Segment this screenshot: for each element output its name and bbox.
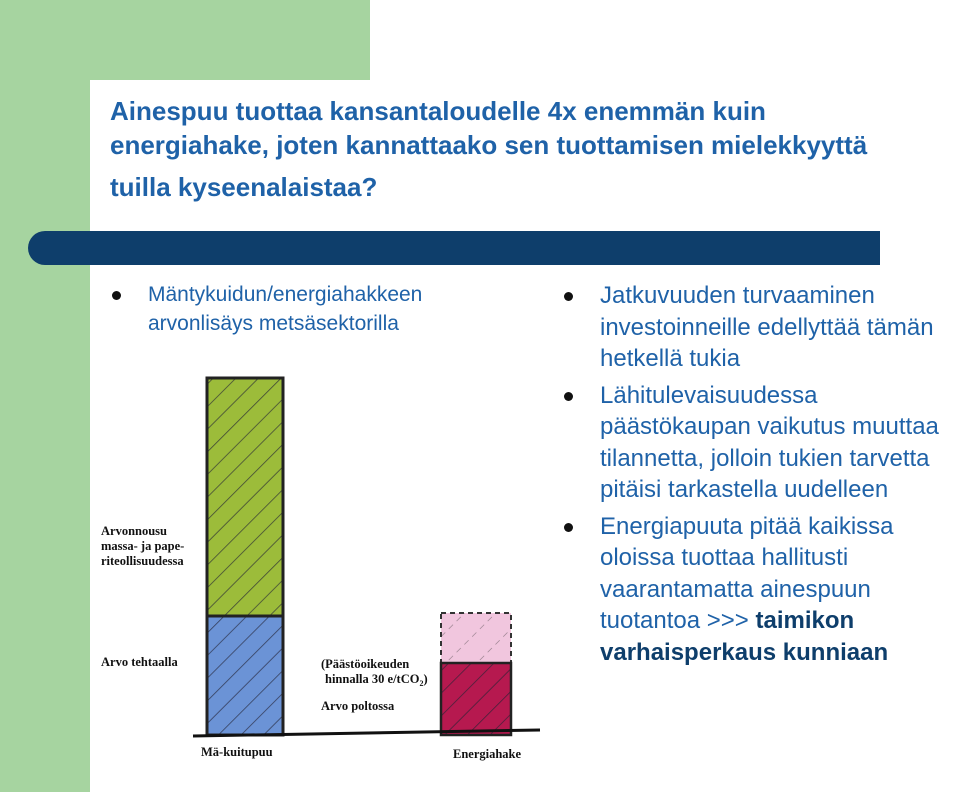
slide-title	[110, 94, 960, 204]
label-energiahake: Energiahake	[453, 747, 522, 761]
label-arvo-poltossa: Arvo poltossa	[321, 699, 395, 713]
list-item	[560, 380, 960, 506]
list-item-text-3: Energiapuuta pitää kaikissa oloissa tuottaa hallitusti vaarantamatta ainespuun tuotantoa >>>	[600, 512, 894, 634]
label-arvo-tehtaalla: Arvo tehtaalla	[101, 655, 178, 669]
label-paasto-close: )	[423, 672, 428, 686]
header-divider-bar	[28, 231, 880, 265]
bullet-dot-icon	[564, 392, 573, 401]
bullet-dot-icon	[564, 523, 573, 532]
label-paasto-2	[325, 672, 428, 688]
list-item	[560, 280, 960, 375]
label-mae-kuitupuu: Mä-kuitupuu	[201, 745, 273, 759]
label-arvonnousu-3: riteollisuudessa	[101, 554, 184, 568]
label-paasto-subscript: 2	[419, 679, 424, 688]
bar-green-hatching	[207, 378, 283, 616]
title-line-1: Ainespuu tuottaa kansantaloudelle 4x enemmän kuin	[110, 96, 766, 126]
title-line-3: tuilla kyseenalaistaa?	[110, 172, 378, 202]
background-green-strip	[0, 0, 90, 792]
title-line-2: energiahake, joten kannattaako sen tuottamisen mielekkyyttä	[110, 130, 868, 160]
left-bullet	[108, 280, 528, 338]
bar-pink-outline	[441, 613, 511, 663]
label-arvonnousu-2: massa- ja pape-	[101, 539, 185, 553]
label-paasto-2-main: hinnalla 30 e/tCO	[325, 672, 420, 686]
bullet-dot-icon	[564, 292, 573, 301]
background-green-top	[0, 0, 370, 80]
list-item-text-2: Lähitulevaisuudessa päästökaupan vaikutus muuttaa tilannetta, jolloin tukien tarvetta pitäisi tarkastella uudelleen	[600, 381, 939, 503]
right-bullet-list	[560, 280, 960, 673]
bar-crimson-hatching	[441, 663, 511, 735]
label-paasto-1: (Päästöoikeuden	[321, 657, 410, 671]
list-item-text-3-bold: taimikon varhaisperkaus kunniaan	[600, 607, 889, 666]
value-added-figure	[95, 360, 545, 770]
list-item	[560, 511, 960, 669]
label-arvonnousu-1: Arvonnousu	[101, 524, 167, 538]
left-bullet-line-1: Mäntykuidun/energiahakkeen	[148, 283, 423, 306]
bullet-dot-icon	[112, 291, 121, 300]
list-item-text-1: Jatkuvuuden turvaaminen investoinneille edellyttää tämän hetkellä tukia	[600, 282, 934, 372]
bar-blue-hatching	[207, 616, 283, 735]
left-bullet-line-2: arvonlisäys metsäsektorilla	[148, 312, 399, 335]
